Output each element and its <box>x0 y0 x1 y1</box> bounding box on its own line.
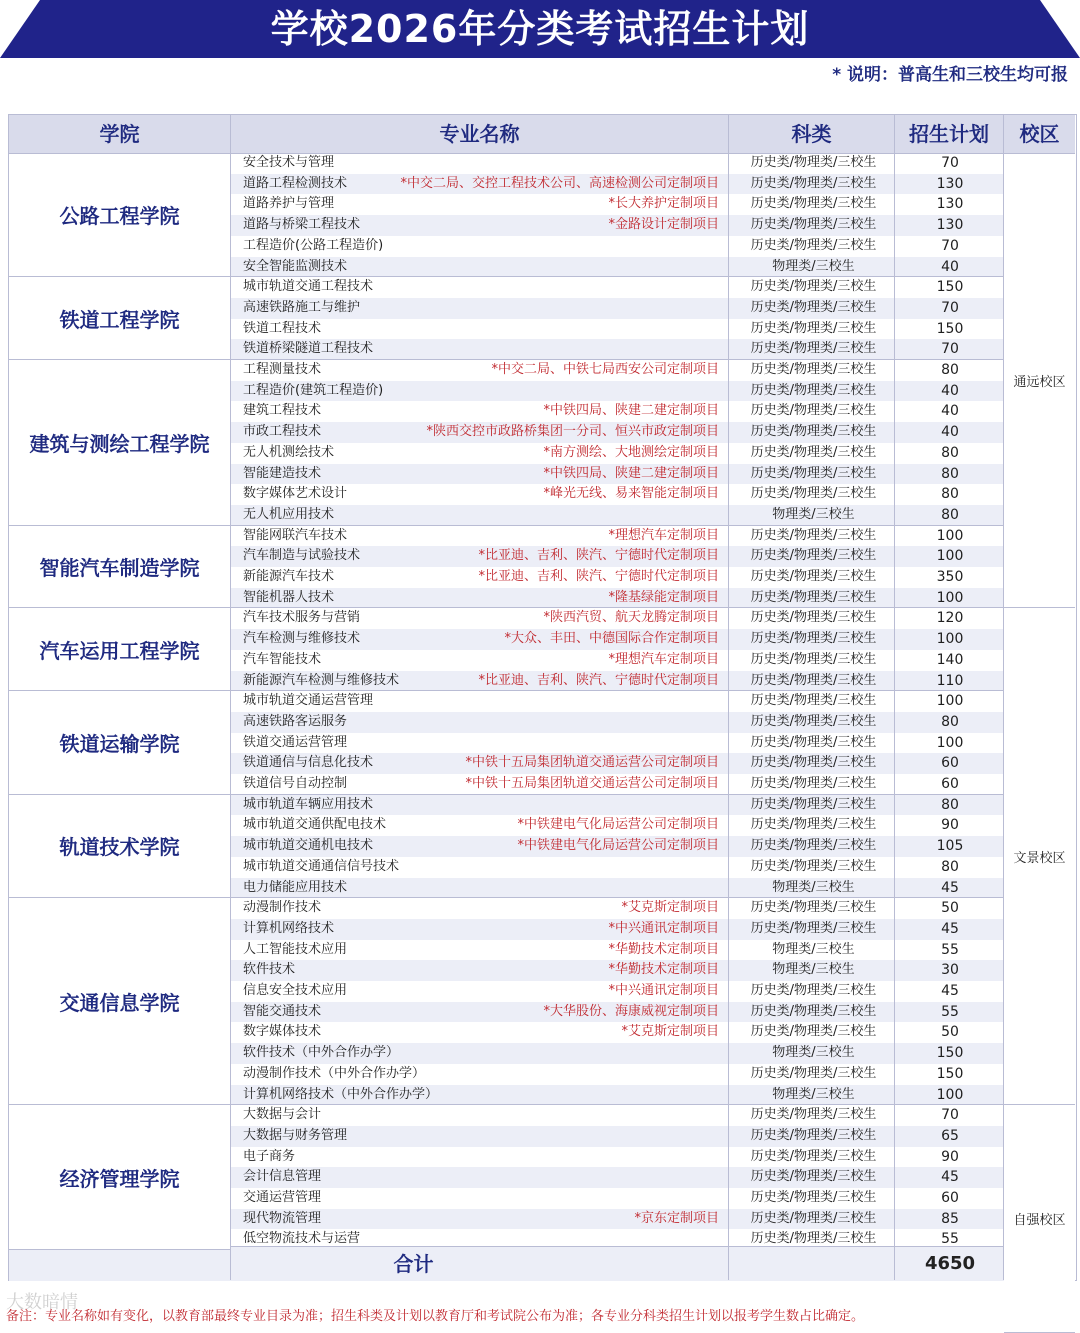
major-name: 高速铁路施工与维护 <box>243 299 361 315</box>
table-row <box>231 1229 1004 1250</box>
subject-cell: 历史类/物理类/三校生 <box>750 569 877 584</box>
enrollment-table <box>8 114 1077 1281</box>
major-remark: *京东定制项目 <box>634 1210 719 1226</box>
major-name: 软件技术 <box>243 962 296 978</box>
subject-cell: 历史类/物理类/三校生 <box>750 299 877 315</box>
major-remark: *中交二局、中铁七局西安公司定制项目 <box>491 362 719 377</box>
major-remark: *中铁十五局集团轨道交通运营公司定制项目 <box>465 755 719 771</box>
table-row <box>231 1209 1004 1230</box>
major-name: 铁道桥梁隧道工程技术 <box>243 341 374 357</box>
major-name: 动漫制作技术 <box>243 900 322 916</box>
major-remark: *中铁四局、陕建二建定制项目 <box>543 403 719 419</box>
plan-cell: 80 <box>941 444 959 461</box>
major-name: 计算机网络技术 <box>243 920 335 936</box>
footnote: 备注：专业名称如有变化，以教育部最终专业目录为准；招生科类及计划以教育厅和考试院公布为准；各专业分科类招生计划以报考学生数占比确定。 <box>6 1309 865 1324</box>
major-name: 市政工程技术 <box>243 424 322 440</box>
subject-cell: 历史类/物理类/三校生 <box>750 382 877 398</box>
plan-cell: 80 <box>941 486 959 503</box>
subject-cell: 历史类/物理类/三校生 <box>750 175 877 191</box>
plan-cell: 85 <box>941 1210 959 1227</box>
plan-cell: 30 <box>941 962 959 979</box>
title-banner <box>0 0 1080 58</box>
table-row <box>231 464 1004 485</box>
college-cell: 智能汽车制造学院 <box>9 526 230 609</box>
table-row <box>231 898 1004 919</box>
subject-cell: 历史类/物理类/三校生 <box>750 858 877 874</box>
major-name: 工程测量技术 <box>243 362 322 377</box>
college-cell: 经济管理学院 <box>9 1105 230 1250</box>
table-row <box>231 505 1004 526</box>
major-name: 汽车检测与维修技术 <box>243 631 361 647</box>
plan-cell: 55 <box>941 1231 959 1248</box>
plan-cell: 120 <box>936 610 964 627</box>
plan-cell: 40 <box>941 424 959 441</box>
table-row <box>231 443 1004 464</box>
plan-cell: 100 <box>936 631 964 648</box>
major-name: 道路与桥梁工程技术 <box>243 217 361 233</box>
college-cell: 铁道运输学院 <box>9 691 230 795</box>
table-row <box>231 795 1004 816</box>
subject-cell: 历史类/物理类/三校生 <box>750 776 877 791</box>
plan-cell: 80 <box>941 465 959 482</box>
plan-cell: 50 <box>941 1024 959 1041</box>
table-row <box>231 671 1004 692</box>
subject-cell: 物理类/三校生 <box>772 1045 855 1061</box>
major-name: 智能建造技术 <box>243 465 322 481</box>
plan-cell: 140 <box>936 651 964 668</box>
subject-cell: 物理类/三校生 <box>772 1086 855 1102</box>
table-row <box>231 608 1004 629</box>
major-remark: *华勤技术定制项目 <box>608 941 719 957</box>
subject-cell: 物理类/三校生 <box>772 506 855 522</box>
plan-cell: 60 <box>941 755 959 772</box>
subject-cell: 历史类/物理类/三校生 <box>750 527 877 543</box>
subject-cell: 历史类/物理类/三校生 <box>750 444 877 460</box>
major-name: 铁道信号自动控制 <box>243 776 348 791</box>
major-remark: *中兴通讯定制项目 <box>608 920 719 936</box>
table-row <box>231 567 1004 588</box>
subject-cell: 历史类/物理类/三校生 <box>750 734 877 750</box>
subject-cell: 历史类/物理类/三校生 <box>750 983 877 998</box>
header-separator <box>9 153 1075 154</box>
table-row <box>231 546 1004 567</box>
header-campus: 校区 <box>1004 115 1075 153</box>
table-row <box>231 981 1004 1002</box>
plan-cell: 55 <box>941 941 959 958</box>
table-row <box>231 194 1004 215</box>
subject-cell: 历史类/物理类/三校生 <box>750 838 877 854</box>
subject-cell: 历史类/物理类/三校生 <box>750 672 877 688</box>
major-remark: *中铁十五局集团轨道交通运营公司定制项目 <box>465 776 719 791</box>
college-cell: 铁道工程学院 <box>9 277 230 360</box>
plan-cell: 90 <box>941 1148 959 1165</box>
plan-cell: 150 <box>936 279 964 296</box>
plan-cell: 80 <box>941 858 959 875</box>
major-name: 智能交通技术 <box>243 1003 322 1019</box>
major-name: 工程造价(建筑工程造价) <box>243 382 384 398</box>
subject-cell: 历史类/物理类/三校生 <box>750 217 877 233</box>
table-row <box>231 339 1004 360</box>
header-subject: 科类 <box>729 115 894 153</box>
major-name: 城市轨道交通通信信号技术 <box>243 858 400 874</box>
major-name: 安全智能监测技术 <box>243 258 348 274</box>
major-remark: *金路设计定制项目 <box>608 217 719 233</box>
major-name: 交通运营管理 <box>243 1190 322 1205</box>
college-cell: 轨道技术学院 <box>9 795 230 899</box>
subject-cell: 历史类/物理类/三校生 <box>750 341 877 357</box>
column-divider <box>728 115 729 1280</box>
major-name: 铁道工程技术 <box>243 320 322 336</box>
plan-cell: 40 <box>941 382 959 399</box>
table-row <box>231 174 1004 195</box>
campus-cell: 自强校区 <box>1004 1105 1075 1333</box>
subject-cell: 历史类/物理类/三校生 <box>750 1065 877 1081</box>
table-row <box>231 588 1004 609</box>
subject-cell: 历史类/物理类/三校生 <box>750 589 877 605</box>
plan-cell: 100 <box>936 693 964 710</box>
subject-cell: 历史类/物理类/三校生 <box>750 900 877 916</box>
total-row <box>9 1246 1075 1281</box>
table-row <box>231 733 1004 754</box>
subject-cell: 历史类/物理类/三校生 <box>750 1169 877 1185</box>
table-row <box>231 691 1004 712</box>
major-remark: *隆基绿能定制项目 <box>608 589 719 605</box>
major-remark: *峰光无线、易来智能定制项目 <box>543 486 719 502</box>
plan-cell: 110 <box>936 672 964 689</box>
major-remark: *大众、丰田、中德国际合作定制项目 <box>504 631 719 647</box>
table-row <box>231 381 1004 402</box>
major-name: 会计信息管理 <box>243 1169 322 1185</box>
plan-cell: 40 <box>941 403 959 420</box>
major-name: 高速铁路客运服务 <box>243 713 348 729</box>
plan-cell: 150 <box>936 1065 964 1082</box>
major-remark: *比亚迪、吉利、陕汽、宁德时代定制项目 <box>478 672 719 688</box>
major-name: 大数据与会计 <box>243 1107 322 1123</box>
subject-cell: 历史类/物理类/三校生 <box>750 610 877 626</box>
plan-cell: 150 <box>936 320 964 337</box>
plan-cell: 65 <box>941 1127 959 1144</box>
subject-cell: 历史类/物理类/三校生 <box>750 237 877 253</box>
subject-cell: 历史类/物理类/三校生 <box>750 424 877 440</box>
major-remark: *中兴通讯定制项目 <box>608 983 719 998</box>
plan-cell: 55 <box>941 1003 959 1020</box>
column-divider <box>1003 115 1004 1280</box>
subject-cell: 历史类/物理类/三校生 <box>750 1231 877 1247</box>
subject-cell: 物理类/三校生 <box>772 941 855 957</box>
table-row <box>231 815 1004 836</box>
subject-cell: 历史类/物理类/三校生 <box>750 631 877 647</box>
table-row <box>231 484 1004 505</box>
major-remark: *中铁建电气化局运营公司定制项目 <box>517 838 719 854</box>
plan-cell: 40 <box>941 258 959 275</box>
college-cell: 交通信息学院 <box>9 898 230 1105</box>
plan-cell: 45 <box>941 1169 959 1186</box>
table-row <box>231 1147 1004 1168</box>
table-row <box>231 960 1004 981</box>
major-name: 计算机网络技术（中外合作办学） <box>243 1086 439 1102</box>
major-name: 软件技术（中外合作办学） <box>243 1045 400 1061</box>
column-divider <box>894 115 895 1280</box>
subject-cell: 历史类/物理类/三校生 <box>750 920 877 936</box>
total-value: 4650 <box>924 1253 976 1274</box>
subject-cell: 历史类/物理类/三校生 <box>750 755 877 771</box>
plan-cell: 100 <box>936 589 964 606</box>
major-remark: *中铁四局、陕建二建定制项目 <box>543 465 719 481</box>
major-name: 大数据与财务管理 <box>243 1127 348 1143</box>
plan-cell: 70 <box>941 299 959 316</box>
major-name: 工程造价(公路工程造价) <box>243 237 384 253</box>
subject-cell: 历史类/物理类/三校生 <box>750 1190 877 1205</box>
major-name: 人工智能技术应用 <box>243 941 348 957</box>
table-row <box>231 919 1004 940</box>
major-remark: *理想汽车定制项目 <box>608 527 719 543</box>
subject-cell: 历史类/物理类/三校生 <box>750 1024 877 1040</box>
plan-cell: 45 <box>941 920 959 937</box>
major-remark: *陕西汽贸、航天龙腾定制项目 <box>543 610 719 626</box>
major-name: 汽车制造与试验技术 <box>243 548 361 564</box>
major-name: 电子商务 <box>243 1148 296 1164</box>
major-name: 数字媒体技术 <box>243 1024 322 1040</box>
campus-cell: 通远校区 <box>1004 153 1075 608</box>
subject-cell: 历史类/物理类/三校生 <box>750 1148 877 1164</box>
plan-cell: 70 <box>941 341 959 358</box>
plan-cell: 90 <box>941 817 959 834</box>
plan-cell: 60 <box>941 1190 959 1206</box>
major-name: 道路工程检测技术 <box>243 175 348 191</box>
major-remark: *中交二局、交控工程技术公司、高速检测公司定制项目 <box>400 175 719 191</box>
major-name: 城市轨道交通供配电技术 <box>243 817 387 833</box>
subject-cell: 历史类/物理类/三校生 <box>750 362 877 377</box>
subject-cell: 历史类/物理类/三校生 <box>750 1107 877 1123</box>
subject-cell: 历史类/物理类/三校生 <box>750 1003 877 1019</box>
major-name: 信息安全技术应用 <box>243 983 348 998</box>
college-cell: 汽车运用工程学院 <box>9 608 230 691</box>
table-row <box>231 1064 1004 1085</box>
plan-cell: 100 <box>936 548 964 565</box>
total-label: 合计 <box>393 1252 434 1276</box>
table-row <box>231 360 1004 381</box>
table-row <box>231 1002 1004 1023</box>
table-row <box>231 878 1004 899</box>
page-title: 学校2026年分类考试招生计划 <box>270 7 810 51</box>
plan-cell: 100 <box>936 1086 964 1103</box>
top-note: * 说明：普高生和三校生均可报 <box>832 65 1068 85</box>
plan-cell: 60 <box>941 776 959 792</box>
header-plan: 招生计划 <box>895 115 1003 153</box>
major-name: 城市轨道交通机电技术 <box>243 838 374 854</box>
table-row <box>231 650 1004 671</box>
major-name: 城市轨道交通工程技术 <box>243 279 374 295</box>
table-row <box>231 298 1004 319</box>
table-row <box>231 277 1004 298</box>
subject-cell: 历史类/物理类/三校生 <box>750 279 877 295</box>
major-name: 数字媒体艺术设计 <box>243 486 348 502</box>
table-row <box>231 236 1004 257</box>
plan-cell: 130 <box>936 175 964 192</box>
major-name: 安全技术与管理 <box>243 155 335 170</box>
table-row <box>231 1167 1004 1188</box>
major-name: 无人机应用技术 <box>243 506 335 522</box>
major-remark: *比亚迪、吉利、陕汽、宁德时代定制项目 <box>478 569 719 584</box>
major-name: 汽车技术服务与营销 <box>243 610 361 626</box>
major-name: 动漫制作技术（中外合作办学） <box>243 1065 426 1081</box>
table-row <box>231 422 1004 443</box>
table-row <box>231 836 1004 857</box>
table-row <box>231 257 1004 278</box>
campus-cell: 文景校区 <box>1004 608 1075 1105</box>
major-name: 智能机器人技术 <box>243 589 335 605</box>
plan-cell: 130 <box>936 217 964 234</box>
major-name: 城市轨道车辆应用技术 <box>243 796 374 812</box>
major-remark: *中铁建电气化局运营公司定制项目 <box>517 817 719 833</box>
subject-cell: 历史类/物理类/三校生 <box>750 713 877 729</box>
table-row <box>231 1085 1004 1106</box>
major-name: 道路养护与管理 <box>243 196 335 212</box>
subject-cell: 历史类/物理类/三校生 <box>750 651 877 667</box>
subject-cell: 历史类/物理类/三校生 <box>750 465 877 481</box>
major-remark: *大华股份、海康威视定制项目 <box>543 1003 719 1019</box>
plan-cell: 150 <box>936 1045 964 1062</box>
major-name: 电力储能应用技术 <box>243 879 348 895</box>
table-row <box>231 1022 1004 1043</box>
plan-cell: 45 <box>941 879 959 896</box>
watermark: 大数暗情 <box>6 1292 78 1313</box>
table-row <box>231 1188 1004 1209</box>
major-remark: *陕西交控市政路桥集团一分司、恒兴市政定制项目 <box>426 424 719 440</box>
table-row <box>231 215 1004 236</box>
header-major: 专业名称 <box>231 115 728 153</box>
major-name: 铁道通信与信息化技术 <box>243 755 374 771</box>
subject-cell: 历史类/物理类/三校生 <box>750 693 877 709</box>
table-row <box>231 940 1004 961</box>
subject-cell: 历史类/物理类/三校生 <box>750 548 877 564</box>
plan-cell: 100 <box>936 734 964 751</box>
major-name: 现代物流管理 <box>243 1210 322 1226</box>
subject-cell: 物理类/三校生 <box>772 258 855 274</box>
subject-cell: 物理类/三校生 <box>772 879 855 895</box>
major-name: 智能网联汽车技术 <box>243 527 348 543</box>
plan-cell: 80 <box>941 713 959 730</box>
table-row <box>231 526 1004 547</box>
plan-cell: 70 <box>941 237 959 254</box>
table-row <box>231 712 1004 733</box>
plan-cell: 105 <box>936 838 964 855</box>
plan-cell: 45 <box>941 983 959 999</box>
table-row <box>231 629 1004 650</box>
major-name: 新能源汽车检测与维修技术 <box>243 672 400 688</box>
subject-cell: 历史类/物理类/三校生 <box>750 1127 877 1143</box>
subject-cell: 历史类/物理类/三校生 <box>750 320 877 336</box>
major-name: 城市轨道交通运营管理 <box>243 693 374 709</box>
subject-cell: 历史类/物理类/三校生 <box>750 817 877 833</box>
table-row <box>231 753 1004 774</box>
plan-cell: 350 <box>936 569 964 585</box>
major-remark: *华勤技术定制项目 <box>608 962 719 978</box>
plan-cell: 70 <box>941 155 959 171</box>
plan-cell: 100 <box>936 527 964 544</box>
table-row <box>231 153 1004 174</box>
college-cell: 公路工程学院 <box>9 153 230 277</box>
major-remark: *艾克斯定制项目 <box>621 900 719 916</box>
plan-cell: 80 <box>941 506 959 523</box>
table-row <box>231 1126 1004 1147</box>
plan-cell: 80 <box>941 796 959 813</box>
major-remark: *比亚迪、吉利、陕汽、宁德时代定制项目 <box>478 548 719 564</box>
major-remark: *长大养护定制项目 <box>608 196 719 212</box>
subject-cell: 物理类/三校生 <box>772 962 855 978</box>
subject-cell: 历史类/物理类/三校生 <box>750 486 877 502</box>
header-college: 学院 <box>9 115 230 153</box>
major-remark: *理想汽车定制项目 <box>608 651 719 667</box>
subject-cell: 历史类/物理类/三校生 <box>750 796 877 812</box>
major-remark: *南方测绘、大地测绘定制项目 <box>543 444 719 460</box>
table-row <box>231 401 1004 422</box>
subject-cell: 历史类/物理类/三校生 <box>750 403 877 419</box>
subject-cell: 历史类/物理类/三校生 <box>750 196 877 212</box>
subject-cell: 历史类/物理类/三校生 <box>750 155 877 170</box>
subject-cell: 历史类/物理类/三校生 <box>750 1210 877 1226</box>
major-name: 汽车智能技术 <box>243 651 322 667</box>
plan-cell: 70 <box>941 1107 959 1124</box>
major-name: 铁道交通运营管理 <box>243 734 348 750</box>
college-cell: 建筑与测绘工程学院 <box>9 360 230 526</box>
plan-cell: 130 <box>936 196 964 213</box>
column-divider <box>230 115 231 1280</box>
table-row <box>231 774 1004 795</box>
major-name: 建筑工程技术 <box>243 403 322 419</box>
major-name: 无人机测绘技术 <box>243 444 335 460</box>
table-row <box>231 1043 1004 1064</box>
table-row <box>231 319 1004 340</box>
major-remark: *艾克斯定制项目 <box>621 1024 719 1040</box>
plan-cell: 80 <box>941 362 959 378</box>
table-row <box>231 857 1004 878</box>
major-name: 新能源汽车技术 <box>243 569 335 584</box>
major-name: 低空物流技术与运营 <box>243 1231 361 1247</box>
plan-cell: 50 <box>941 900 959 917</box>
table-row <box>231 1105 1004 1126</box>
